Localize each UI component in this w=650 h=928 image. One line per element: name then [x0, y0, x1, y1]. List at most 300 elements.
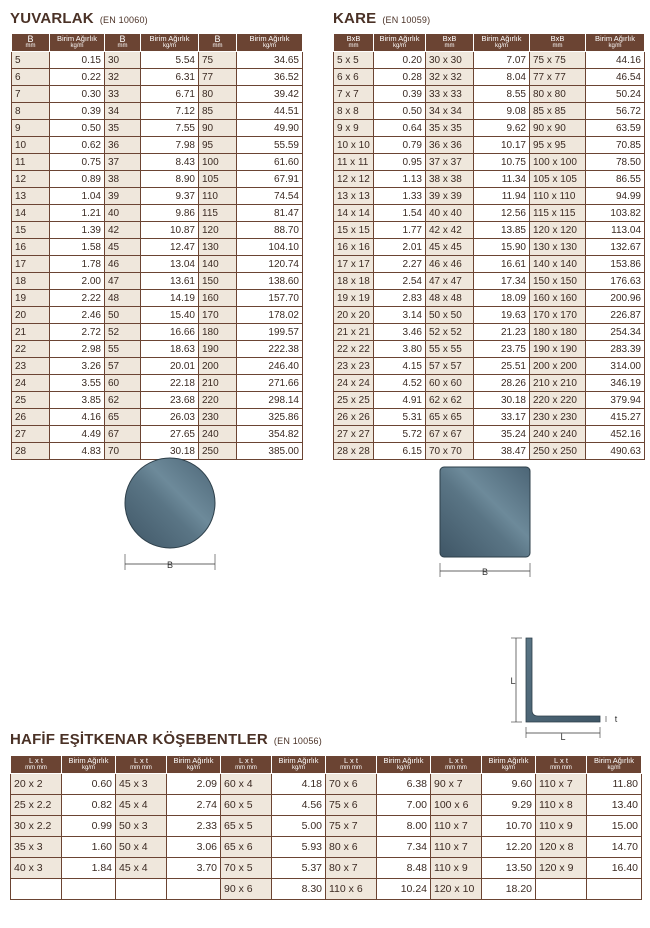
table-row [11, 795, 642, 816]
weight-cell: 12.56 [474, 205, 530, 222]
square-standard: (EN 10059) [382, 15, 431, 25]
weight-cell: 78.50 [586, 154, 645, 171]
weight-cell: 20.01 [141, 358, 199, 375]
dimension-cell: 75 x 75 [530, 52, 586, 69]
weight-cell: 120.74 [237, 256, 303, 273]
square-header-weight-label: Birim Ağırlık [481, 34, 522, 43]
weight-cell: 10.70 [482, 816, 536, 837]
weight-cell: 4.91 [374, 392, 426, 409]
weight-cell: 5.72 [374, 426, 426, 443]
weight-cell: 2.22 [50, 290, 105, 307]
weight-cell: 0.15 [50, 52, 105, 69]
weight-cell: 254.34 [586, 324, 645, 341]
round-header-weight-unit: kg/m [70, 43, 84, 49]
angle-table [10, 755, 642, 900]
dimension-cell: 85 [199, 103, 237, 120]
weight-cell: 2.33 [167, 816, 221, 837]
dimension-cell: 70 x 70 [426, 443, 474, 460]
dimension-cell: 110 x 110 [530, 188, 586, 205]
weight-cell: 19.63 [474, 307, 530, 324]
square-header-weight-label: Birim Ağırlık [594, 34, 635, 43]
dimension-cell: 8 x 8 [334, 103, 374, 120]
dimension-cell: 10 [12, 137, 50, 154]
dimension-cell: 35 [105, 120, 141, 137]
weight-cell: 0.50 [50, 120, 105, 137]
weight-cell: 39.42 [237, 86, 303, 103]
dimension-cell: 67 x 67 [426, 426, 474, 443]
weight-cell: 178.02 [237, 307, 303, 324]
dimension-cell: 15 x 15 [334, 222, 374, 239]
table-row [334, 222, 645, 239]
dimension-cell: 9 x 9 [334, 120, 374, 137]
square-header-dim-unit: mm [444, 43, 455, 49]
dimension-cell: 20 x 2 [11, 774, 62, 795]
table-row [334, 290, 645, 307]
dimension-cell: 75 x 6 [326, 795, 377, 816]
dimension-cell: 140 x 140 [530, 256, 586, 273]
weight-cell: 1.13 [374, 171, 426, 188]
square-header-dim-label: BxB [346, 34, 361, 43]
weight-cell: 3.26 [50, 358, 105, 375]
dimension-cell: 55 x 55 [426, 341, 474, 358]
weight-cell: 44.51 [237, 103, 303, 120]
dimension-cell: 77 [199, 69, 237, 86]
dimension-cell: 45 x 3 [116, 774, 167, 795]
dimension-cell: 52 x 52 [426, 324, 474, 341]
dimension-cell: 28 [12, 443, 50, 460]
round-bar-table [11, 33, 303, 460]
weight-cell: 74.54 [237, 188, 303, 205]
dimension-cell: 230 x 230 [530, 409, 586, 426]
weight-cell: 7.98 [141, 137, 199, 154]
dimension-cell: 18 [12, 273, 50, 290]
dimension-cell: 70 [105, 443, 141, 460]
weight-cell: 200.96 [586, 290, 645, 307]
round-header-weight [50, 34, 105, 52]
square-header-dim [334, 34, 374, 52]
weight-cell: 13.85 [474, 222, 530, 239]
weight-cell: 3.06 [167, 837, 221, 858]
weight-cell: 0.99 [62, 816, 116, 837]
dimension-cell: 110 x 6 [326, 879, 377, 900]
table-row [12, 205, 303, 222]
weight-cell: 9.86 [141, 205, 199, 222]
square-dimension-label: B [481, 567, 489, 577]
weight-cell: 4.16 [50, 409, 105, 426]
weight-cell: 4.18 [272, 774, 326, 795]
weight-cell: 67.91 [237, 171, 303, 188]
dimension-cell: 5 x 5 [334, 52, 374, 69]
weight-cell: 70.85 [586, 137, 645, 154]
dimension-cell: 110 x 7 [536, 774, 587, 795]
weight-cell: 3.70 [167, 858, 221, 879]
weight-cell: 35.24 [474, 426, 530, 443]
weight-cell: 0.28 [374, 69, 426, 86]
weight-cell: 33.17 [474, 409, 530, 426]
dimension-cell: 48 x 48 [426, 290, 474, 307]
table-row [334, 256, 645, 273]
dimension-cell: 80 x 80 [530, 86, 586, 103]
dimension-cell: 70 x 6 [326, 774, 377, 795]
weight-cell: 1.33 [374, 188, 426, 205]
weight-cell: 16.66 [141, 324, 199, 341]
round-header-dim [105, 34, 141, 52]
round-bar-section [125, 458, 215, 548]
dimension-cell: 200 x 200 [530, 358, 586, 375]
round-dimension-label: B [166, 560, 174, 570]
table-row [12, 256, 303, 273]
dimension-cell: 77 x 77 [530, 69, 586, 86]
weight-cell: 1.77 [374, 222, 426, 239]
square-header-weight [586, 34, 645, 52]
weight-cell: 0.95 [374, 154, 426, 171]
weight-cell: 415.27 [586, 409, 645, 426]
weight-cell: 0.64 [374, 120, 426, 137]
table-row [11, 774, 642, 795]
angle-header-weight [482, 756, 536, 774]
weight-cell: 7.34 [377, 837, 431, 858]
dimension-cell: 27 [12, 426, 50, 443]
weight-cell: 16.40 [587, 858, 642, 879]
round-title: YUVARLAK [10, 10, 94, 27]
angle-header-dim-label: L x t [29, 756, 43, 765]
dimension-cell: 110 x 9 [431, 858, 482, 879]
weight-cell: 15.40 [141, 307, 199, 324]
dimension-cell: 62 x 62 [426, 392, 474, 409]
dimension-cell: 220 [199, 392, 237, 409]
dimension-cell: 42 x 42 [426, 222, 474, 239]
dimension-cell: 8 [12, 103, 50, 120]
angle-header-dim [116, 756, 167, 774]
dimension-cell: 90 [199, 120, 237, 137]
weight-cell: 61.60 [237, 154, 303, 171]
angle-header-weight-unit: kg/m [396, 765, 410, 771]
weight-cell: 11.34 [474, 171, 530, 188]
weight-cell [62, 879, 116, 900]
table-row [12, 171, 303, 188]
square-section-title [333, 10, 430, 27]
dimension-cell: 25 [12, 392, 50, 409]
square-header-dim-label: BxB [550, 34, 565, 43]
dimension-cell: 75 x 7 [326, 816, 377, 837]
square-header-dim [530, 34, 586, 52]
dimension-cell: 52 [105, 324, 141, 341]
weight-cell: 94.99 [586, 188, 645, 205]
weight-cell: 2.83 [374, 290, 426, 307]
dimension-cell: 170 [199, 307, 237, 324]
weight-cell: 14.70 [587, 837, 642, 858]
angle-header-weight-label: Birim Ağırlık [383, 756, 424, 765]
dimension-cell: 180 x 180 [530, 324, 586, 341]
weight-cell: 346.19 [586, 375, 645, 392]
table-row [334, 341, 645, 358]
weight-cell: 21.23 [474, 324, 530, 341]
dimension-cell: 19 [12, 290, 50, 307]
dimension-cell: 65 x 65 [426, 409, 474, 426]
weight-cell: 5.37 [272, 858, 326, 879]
table-row [334, 307, 645, 324]
angle-height-label: L [510, 676, 516, 686]
weight-cell: 0.82 [62, 795, 116, 816]
angle-header-dim-unit: mm mm [130, 765, 152, 771]
dimension-cell: 11 x 11 [334, 154, 374, 171]
dimension-cell [11, 879, 62, 900]
dimension-cell: 220 x 220 [530, 392, 586, 409]
dimension-cell: 20 [12, 307, 50, 324]
round-header-weight-label: Birim Ağırlık [249, 34, 290, 43]
dimension-cell: 12 x 12 [334, 171, 374, 188]
weight-cell: 5.93 [272, 837, 326, 858]
dimension-cell: 28 x 28 [334, 443, 374, 460]
weight-cell: 8.90 [141, 171, 199, 188]
weight-cell: 10.87 [141, 222, 199, 239]
weight-cell: 452.16 [586, 426, 645, 443]
dimension-cell: 65 x 5 [221, 816, 272, 837]
dimension-cell: 21 [12, 324, 50, 341]
square-header-weight [474, 34, 530, 52]
dimension-cell: 16 [12, 239, 50, 256]
weight-cell: 176.63 [586, 273, 645, 290]
dimension-cell: 46 [105, 256, 141, 273]
weight-cell: 0.20 [374, 52, 426, 69]
angle-header-weight [587, 756, 642, 774]
dimension-cell: 130 [199, 239, 237, 256]
weight-cell: 2.01 [374, 239, 426, 256]
dimension-cell: 62 [105, 392, 141, 409]
weight-cell: 28.26 [474, 375, 530, 392]
angle-header-dim-label: L x t [554, 756, 568, 765]
weight-cell: 103.82 [586, 205, 645, 222]
dimension-cell: 24 x 24 [334, 375, 374, 392]
dimension-cell: 38 x 38 [426, 171, 474, 188]
angle-section-title [10, 731, 322, 748]
weight-cell: 1.39 [50, 222, 105, 239]
weight-cell: 2.09 [167, 774, 221, 795]
dimension-cell: 16 x 16 [334, 239, 374, 256]
round-header-dim-unit: mm [25, 43, 36, 49]
angle-diagram [500, 630, 630, 745]
weight-cell: 18.20 [482, 879, 536, 900]
weight-cell: 25.51 [474, 358, 530, 375]
dimension-cell: 80 [199, 86, 237, 103]
weight-cell: 23.68 [141, 392, 199, 409]
angle-header-dim-unit: mm mm [445, 765, 467, 771]
round-header-weight-unit: kg/m [162, 43, 176, 49]
dimension-cell: 60 x 5 [221, 795, 272, 816]
dimension-cell: 160 x 160 [530, 290, 586, 307]
dimension-cell: 23 [12, 358, 50, 375]
weight-cell: 8.00 [377, 816, 431, 837]
weight-cell: 13.50 [482, 858, 536, 879]
dimension-cell: 90 x 7 [431, 774, 482, 795]
weight-cell: 13.04 [141, 256, 199, 273]
weight-cell: 23.75 [474, 341, 530, 358]
weight-cell: 385.00 [237, 443, 303, 460]
dimension-cell: 37 [105, 154, 141, 171]
weight-cell: 2.98 [50, 341, 105, 358]
weight-cell: 0.60 [62, 774, 116, 795]
square-header-weight-label: Birim Ağırlık [379, 34, 420, 43]
angle-header-weight-label: Birim Ağırlık [488, 756, 529, 765]
dimension-cell: 230 [199, 409, 237, 426]
dimension-cell: 40 [105, 205, 141, 222]
dimension-cell: 50 x 4 [116, 837, 167, 858]
dimension-cell: 6 [12, 69, 50, 86]
angle-header-weight-label: Birim Ağırlık [278, 756, 319, 765]
weight-cell: 15.90 [474, 239, 530, 256]
dimension-cell: 18 x 18 [334, 273, 374, 290]
weight-cell: 8.30 [272, 879, 326, 900]
weight-cell: 271.66 [237, 375, 303, 392]
weight-cell: 63.59 [586, 120, 645, 137]
dimension-cell: 22 x 22 [334, 341, 374, 358]
table-row [334, 86, 645, 103]
weight-cell: 3.46 [374, 324, 426, 341]
angle-table-header [11, 756, 642, 774]
square-title: KARE [333, 10, 377, 27]
weight-cell: 36.52 [237, 69, 303, 86]
weight-cell: 26.03 [141, 409, 199, 426]
weight-cell: 0.62 [50, 137, 105, 154]
dimension-cell: 105 [199, 171, 237, 188]
weight-cell: 9.08 [474, 103, 530, 120]
angle-header-dim-label: L x t [134, 756, 148, 765]
dimension-cell: 210 [199, 375, 237, 392]
weight-cell: 325.86 [237, 409, 303, 426]
dimension-cell: 120 x 10 [431, 879, 482, 900]
dimension-cell: 100 x 100 [530, 154, 586, 171]
square-bar-section [440, 467, 530, 557]
dimension-cell: 65 [105, 409, 141, 426]
dimension-cell: 30 x 30 [426, 52, 474, 69]
angle-header-weight-label: Birim Ağırlık [173, 756, 214, 765]
weight-cell: 17.34 [474, 273, 530, 290]
weight-cell: 5.00 [272, 816, 326, 837]
dimension-cell: 100 [199, 154, 237, 171]
table-row [11, 816, 642, 837]
weight-cell: 5.31 [374, 409, 426, 426]
dimension-cell [116, 879, 167, 900]
dimension-cell: 5 [12, 52, 50, 69]
weight-cell: 8.43 [141, 154, 199, 171]
table-row [12, 273, 303, 290]
weight-cell: 14.19 [141, 290, 199, 307]
dimension-cell: 55 [105, 341, 141, 358]
dimension-cell: 34 x 34 [426, 103, 474, 120]
dimension-cell: 21 x 21 [334, 324, 374, 341]
round-header-dim-label: B [119, 34, 126, 44]
square-header-dim-unit: mm [552, 43, 563, 49]
weight-cell: 13.61 [141, 273, 199, 290]
dimension-cell: 80 x 7 [326, 858, 377, 879]
table-row [12, 290, 303, 307]
table-row [12, 324, 303, 341]
table-row [11, 879, 642, 900]
weight-cell: 34.65 [237, 52, 303, 69]
dimension-cell: 12 [12, 171, 50, 188]
weight-cell: 4.15 [374, 358, 426, 375]
weight-cell: 226.87 [586, 307, 645, 324]
weight-cell: 13.40 [587, 795, 642, 816]
weight-cell: 9.37 [141, 188, 199, 205]
dimension-cell: 120 x 120 [530, 222, 586, 239]
angle-standard: (EN 10056) [273, 736, 322, 746]
dimension-cell: 105 x 105 [530, 171, 586, 188]
weight-cell: 16.61 [474, 256, 530, 273]
dimension-cell: 170 x 170 [530, 307, 586, 324]
table-row [334, 409, 645, 426]
weight-cell: 4.56 [272, 795, 326, 816]
weight-cell: 86.55 [586, 171, 645, 188]
dimension-cell: 60 x 60 [426, 375, 474, 392]
weight-cell: 7.07 [474, 52, 530, 69]
dimension-cell: 70 x 5 [221, 858, 272, 879]
weight-cell: 6.15 [374, 443, 426, 460]
dimension-cell: 210 x 210 [530, 375, 586, 392]
dimension-cell: 57 x 57 [426, 358, 474, 375]
dimension-cell: 110 x 7 [431, 816, 482, 837]
angle-header-dim-label: L x t [239, 756, 253, 765]
table-row [334, 205, 645, 222]
dimension-cell: 7 x 7 [334, 86, 374, 103]
dimension-cell: 35 x 35 [426, 120, 474, 137]
weight-cell: 88.70 [237, 222, 303, 239]
weight-cell: 8.04 [474, 69, 530, 86]
dimension-cell: 23 x 23 [334, 358, 374, 375]
angle-header-dim [221, 756, 272, 774]
table-row [334, 239, 645, 256]
round-header-weight-label: Birim Ağırlık [149, 34, 190, 43]
weight-cell: 2.00 [50, 273, 105, 290]
dimension-cell: 150 [199, 273, 237, 290]
dimension-cell: 50 [105, 307, 141, 324]
table-row [12, 409, 303, 426]
weight-cell: 298.14 [237, 392, 303, 409]
dimension-cell: 200 [199, 358, 237, 375]
square-header-dim [426, 34, 474, 52]
table-row [334, 154, 645, 171]
weight-cell: 6.71 [141, 86, 199, 103]
weight-cell: 9.29 [482, 795, 536, 816]
weight-cell: 30.18 [141, 443, 199, 460]
square-table-body [334, 52, 645, 460]
weight-cell: 283.39 [586, 341, 645, 358]
dimension-cell: 120 [199, 222, 237, 239]
dimension-cell: 39 [105, 188, 141, 205]
dimension-cell: 37 x 37 [426, 154, 474, 171]
angle-header-weight-unit: kg/m [607, 765, 621, 771]
weight-cell: 0.30 [50, 86, 105, 103]
dimension-cell: 33 [105, 86, 141, 103]
dimension-cell: 42 [105, 222, 141, 239]
table-row [334, 171, 645, 188]
square-header-dim-unit: mm [348, 43, 359, 49]
weight-cell [587, 879, 642, 900]
angle-header-dim-unit: mm mm [340, 765, 362, 771]
weight-cell: 49.90 [237, 120, 303, 137]
dimension-cell: 45 x 4 [116, 858, 167, 879]
angle-header-weight-label: Birim Ağırlık [593, 756, 634, 765]
dimension-cell: 115 x 115 [530, 205, 586, 222]
weight-cell: 56.72 [586, 103, 645, 120]
weight-cell: 2.74 [167, 795, 221, 816]
weight-cell: 2.27 [374, 256, 426, 273]
weight-cell: 9.62 [474, 120, 530, 137]
weight-cell: 4.52 [374, 375, 426, 392]
table-row [334, 103, 645, 120]
table-row [12, 69, 303, 86]
dimension-cell: 36 [105, 137, 141, 154]
